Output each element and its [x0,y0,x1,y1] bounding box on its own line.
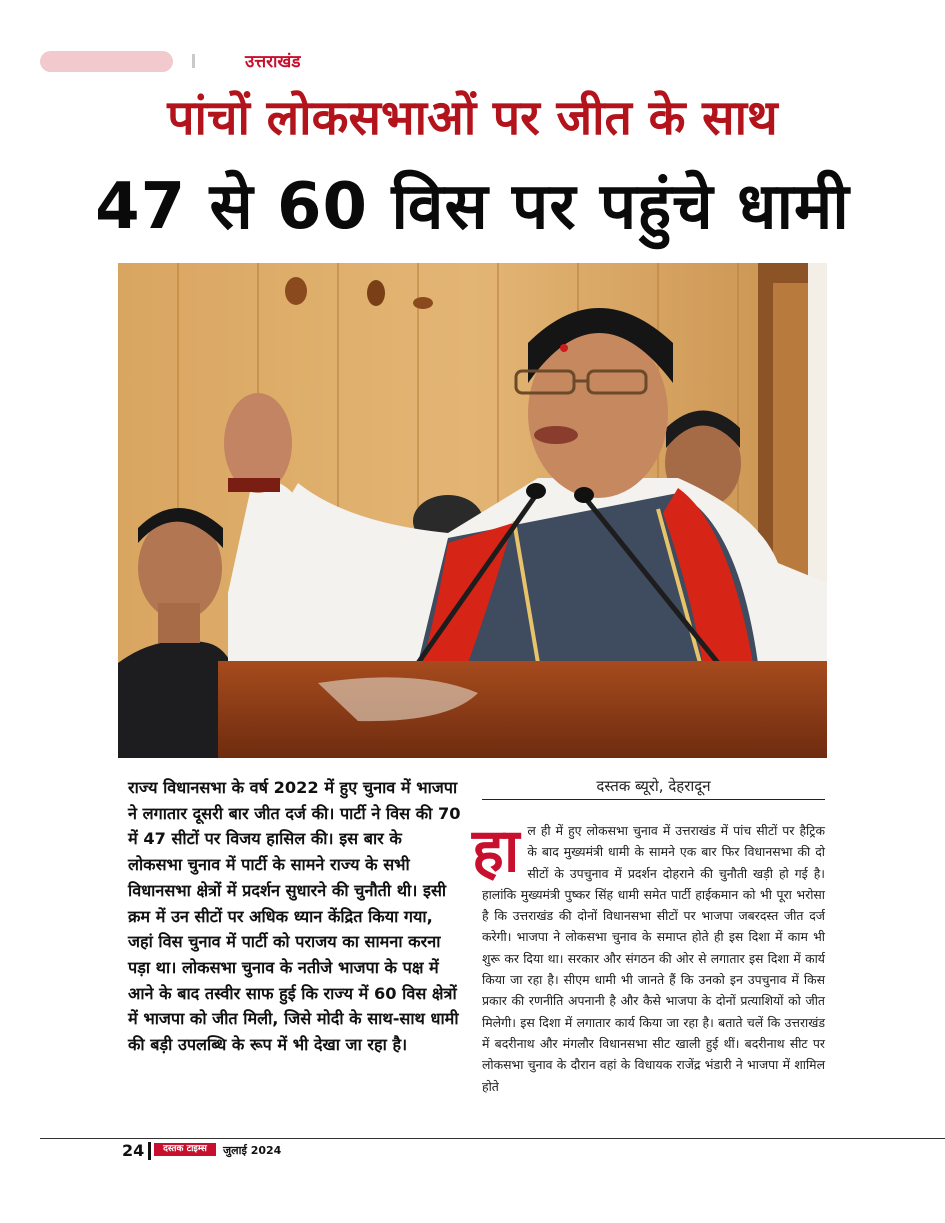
byline-rule [482,799,825,800]
headline-main: 47 से 60 विस पर पहुंचे धामी [95,170,850,244]
headline-kicker: पांचों लोकसभाओं पर जीत के साथ [167,90,778,146]
lead-photo [118,263,827,758]
section-label: उत्तराखंड [245,52,301,72]
drop-cap: हा [472,816,520,886]
article-body: ल ही में हुए लोकसभा चुनाव में उत्तराखंड में पांच सीटों पर हैट्रिक के बाद मुख्यमंत्री धामी के सामने एक बार फिर विधानसभा की दो सीटों के उपचुनाव में प्रदर्शन दोहराने की चुनौती खड़ी हो गई है। हालांकि मुख्यमंत्री पुष्कर सिंह धामी समेत पार्टी हाईकमान को भी पूरा भरोसा है कि उत्तराखंड की दोनों विधानसभा सीटों पर भाजपा जबरदस्त जीत दर्ज करेगी। भाजपा ने लोकसभा चुनाव के समाप्त होते ही इस दिशा में काम भी शुरू कर दिया था। सरकार और संगठन की ओर से लगातार इस दिशा में कार्य किया जा रहा है। सीएम धामी भी जानते हैं कि उनको इन उपचुनाव में किस प्रकार की रणनीति अपनानी है और कैसे भाजपा के दोनों प्रत्याशियों को जीत मिलेगी। इस दिशा में लगातार कार्य किया जा रहा है। बताते चलें कि उत्तराखंड में बदरीनाथ और मंगलौर विधानसभा सीट खाली हुई थीं। बदरीनाथ सीट पर लोकसभा चुनाव के दौरान वहां के विधायक राजेंद्र भंडारी ने भाजपा में शामिल होते [482,823,825,1094]
magazine-logo: दस्तक टाइम्स [154,1143,216,1156]
footer-rule [40,1138,945,1139]
issue-month: जुलाई 2024 [223,1144,282,1157]
section-divider [192,54,195,68]
article-column [472,816,825,1097]
page-number: 24 [122,1141,145,1160]
intro-column [128,775,461,1058]
intro-text: राज्य विधानसभा के वर्ष 2022 में हुए चुनाव में भाजपा ने लगातार दूसरी बार जीत दर्ज की। पार्टी ने विस की 70 में 47 सीटों पर विजय हासिल की। इस बार के लोकसभा चुनाव में पार्टी के सामने राज्य के सभी विधानसभा क्षेत्रों में प्रदर्शन सुधारने की चुनौती थी। इसी क्रम में उन सीटों पर अधिक ध्यान केंद्रित किया गया, जहां विस चुनाव में पार्टी को पराजय का सामना करना पड़ा था। लोकसभा चुनाव के नतीजे भाजपा के पक्ष में आने के बाद तस्वीर साफ हुई कि राज्य में 60 विस क्षेत्रों में भाजपा को जीत मिली, जिसे मोदी के साथ-साथ धामी की बड़ी उपलब्धि के रूप में भी देखा जा रहा है। [128,778,461,1055]
footer-divider [148,1142,151,1160]
byline: दस्तक ब्यूरो, देहरादून [596,777,711,795]
section-color-pill [40,51,173,72]
